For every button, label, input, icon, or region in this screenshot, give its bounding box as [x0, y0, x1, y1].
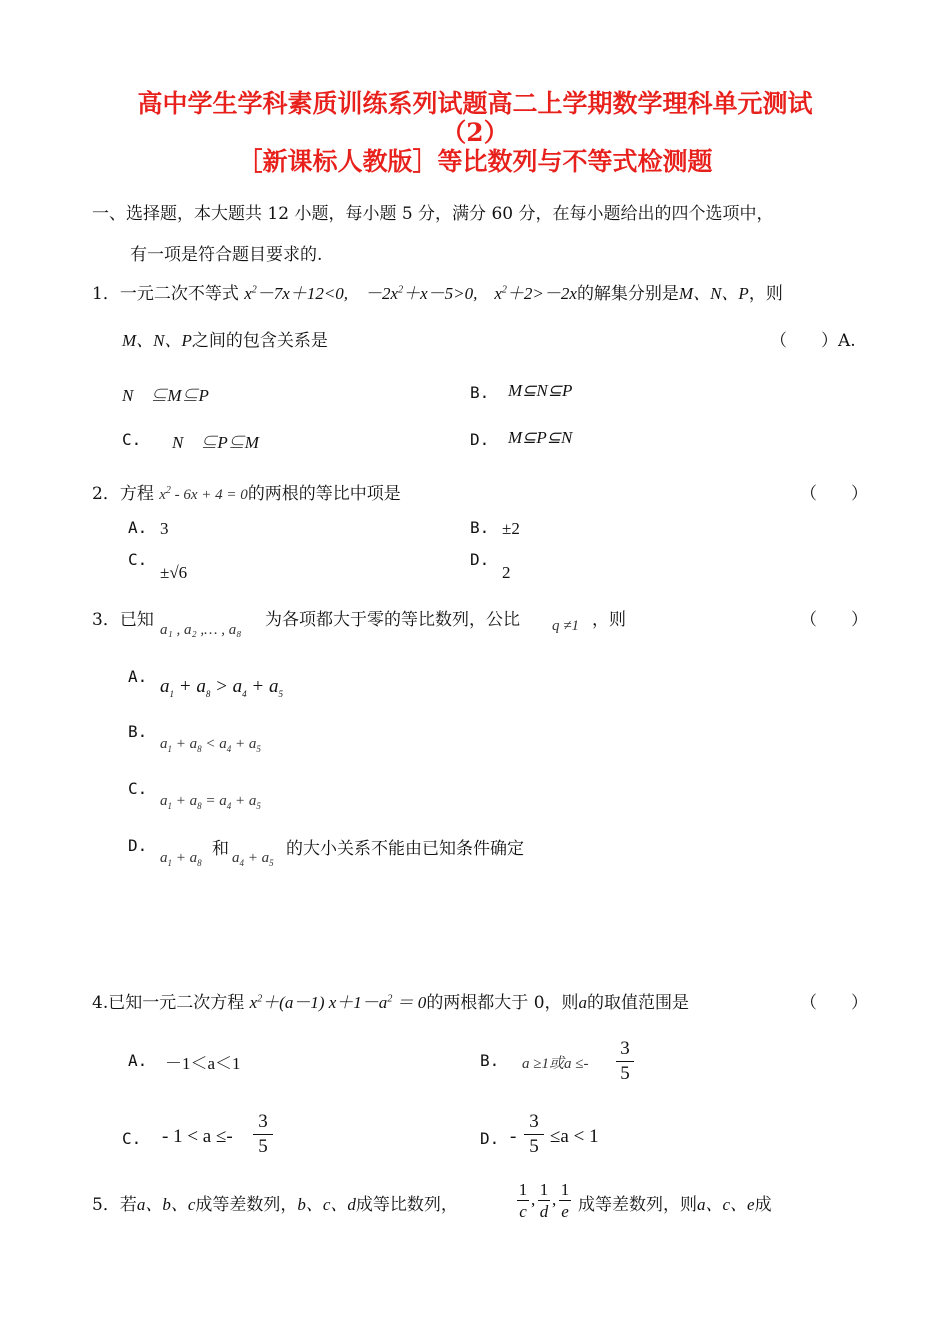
option-label: C.: [128, 779, 148, 798]
option-c: - 1 < a ≤-: [162, 1126, 233, 1147]
option-b: $a_1 + a_8 < a_4 + a_5$: [160, 736, 261, 754]
question-1: 1．一元二次不等式 $x^2-7x+12<0$, $-2x^2+x-5>0$, $x^2+2>-2x$的解集分别是M、N、P，则: [92, 284, 783, 304]
option-label: B.: [470, 383, 490, 402]
option-b: a ≥1或a ≤-: [522, 1056, 589, 1072]
fraction-one-over-e: 1 e: [560, 1180, 570, 1221]
question-3-text-end: ，则: [592, 610, 626, 630]
math-equation-2: $x^2 - 6x + 4 = 0$: [159, 485, 248, 503]
option-b: M⊆N⊆P: [508, 381, 573, 400]
question-number: 1．: [92, 284, 120, 304]
fraction-one-over-c: 1 c: [518, 1180, 528, 1221]
option-label: C.: [128, 550, 148, 569]
page-title: 高中学生学科素质训练系列试题高二上学期数学理科单元测试: [137, 89, 813, 118]
option-label: C.: [122, 1129, 142, 1148]
option-d: ≤a < 1: [550, 1126, 599, 1147]
minus-sign: -: [510, 1126, 517, 1147]
question-5-text: 成等差数列，则a、c、e成: [578, 1195, 772, 1215]
answer-bracket: （ ）: [800, 993, 868, 1013]
expr-a1-a8: $a_1 + a_8$: [160, 850, 202, 868]
option-label: B.: [470, 518, 490, 537]
question-1-line2: M、N、P之间的包含关系是: [122, 331, 328, 351]
option-label: D.: [480, 1129, 500, 1148]
comma: ,: [531, 1190, 536, 1209]
math-equation-4: $x^2+(a-1) x+1-a^2 = 0$: [249, 993, 427, 1012]
section-intro-2: 有一项是符合题目要求的.: [130, 245, 323, 265]
title-number: （2）: [441, 118, 509, 147]
answer-bracket: （ ）A.: [770, 331, 856, 351]
option-label: A.: [128, 667, 148, 686]
option-d: 2: [502, 563, 511, 582]
question-2: 2．方程 $x^2 - 6x + 4 = 0$的两根的等比中项是: [92, 484, 401, 504]
sequence-terms: a₁ , a₂ ,… , a₈: [160, 622, 242, 638]
fraction-one-over-d: 1 d: [539, 1180, 549, 1221]
page-subtitle: ［新课标人教版］等比数列与不等式检测题: [237, 147, 713, 176]
question-3: 3．已知: [92, 610, 154, 630]
option-d: 的大小关系不能由已知条件确定: [286, 839, 524, 859]
option-a: N ⊆M⊆P: [122, 386, 209, 405]
option-c: ±√6: [160, 563, 188, 582]
option-c: $a_1 + a_8 = a_4 + a_5$: [160, 793, 261, 811]
option-label: C.: [122, 430, 142, 449]
option-d-and: 和: [212, 839, 229, 859]
option-b: ±2: [502, 519, 520, 538]
ratio-condition: q ≠1: [552, 618, 579, 634]
option-d: M⊆P⊆N: [508, 428, 573, 447]
question-4: 4.已知一元二次方程 $x^2+(a-1) x+1-a^2 = 0$的两根都大于 0，则a的取值范围是: [92, 993, 690, 1013]
option-a: $a_1 + a_8 > a_4 + a_5$: [160, 676, 283, 699]
answer-bracket: （ ）: [800, 610, 868, 630]
fraction-three-fifths: 3 5: [253, 1111, 273, 1158]
option-label: A.: [128, 1051, 148, 1070]
comma: ,: [552, 1190, 557, 1209]
question-3-text: 为各项都大于零的等比数列，公比: [265, 610, 520, 630]
option-a: 3: [160, 519, 169, 538]
option-c: N ⊆P⊆M: [172, 433, 259, 452]
expr-a4-a5: $a_4 + a_5$: [232, 850, 274, 868]
math-inequality-1: $x^2-7x+12<0$, $-2x^2+x-5>0$, $x^2+2>-2x$: [244, 284, 577, 303]
section-intro: 一、选择题，本大题共 12 小题，每小题 5 分，满分 60 分，在每小题给出的四个选项中，: [92, 204, 774, 224]
question-5: 5．若a、b、c成等差数列，b、c、d成等比数列，: [92, 1195, 458, 1215]
fraction-three-fifths: 3 5: [524, 1111, 544, 1158]
option-label: D.: [128, 836, 148, 855]
option-label: D.: [470, 550, 490, 569]
option-label: D.: [470, 430, 490, 449]
option-label: B.: [480, 1051, 500, 1070]
option-label: A.: [128, 518, 148, 537]
answer-bracket: （ ）: [800, 484, 868, 504]
option-a: －1＜a＜1: [165, 1054, 241, 1073]
fraction-three-fifths: 3 5: [616, 1038, 634, 1085]
option-label: B.: [128, 722, 148, 741]
